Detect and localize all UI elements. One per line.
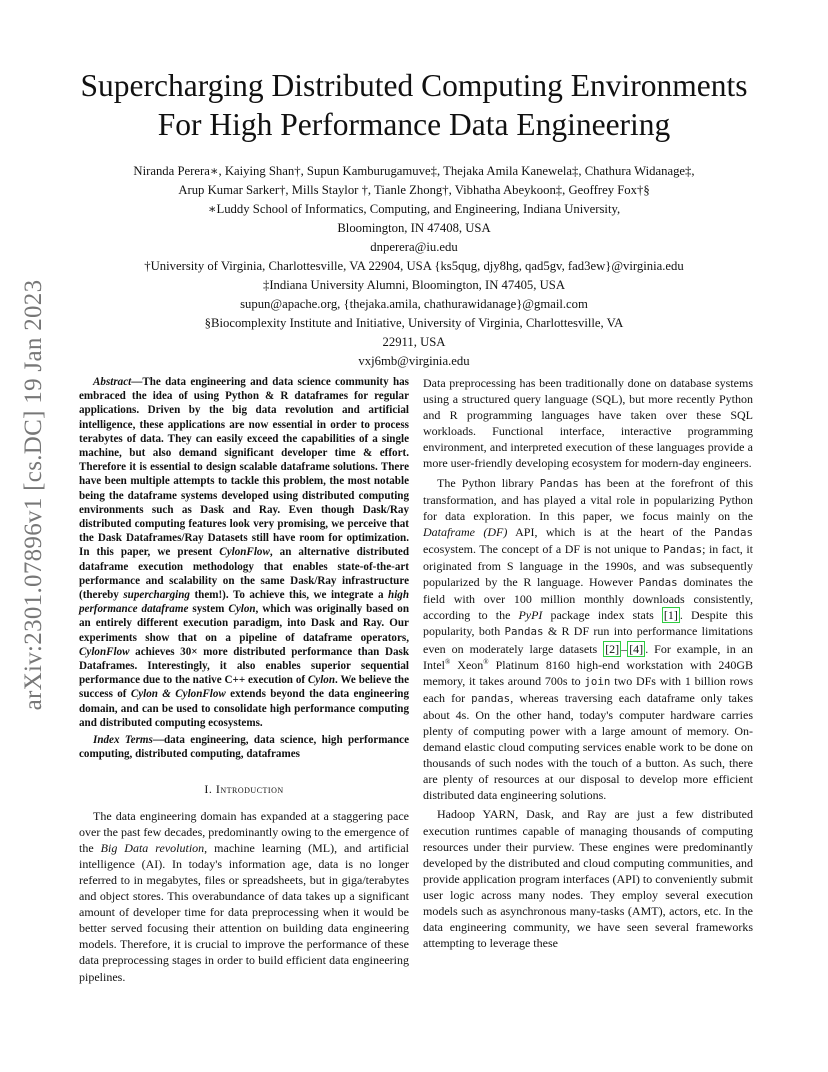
- abstract-paragraph: Abstract—The data engineering and data science community has embraced the idea of using Python & R dataframes for regular applications. Driven by the big data revolution and artificial intelligence, these applications are now essential in order to process terabytes of data. They can easily exceed the capabilities of a single machine, but also demand significant developer time & effort. Therefore it is essential to design scalable dataframe solutions. There have been multiple attempts to tackle this problem, the most notable being the dataframe systems developed using distributed computing environments such as Dask and Ray. Even though Dask/Ray distributed computing features look very promising, we perceive that the Dask Dataframes/Ray Datasets still have room for optimization. In this paper, we present CylonFlow, an alternative distributed dataframe execution methodology that enables state-of-the-art performance and scalability on the same Dask/Ray infrastructure (thereby supercharging them!). To achieve this, we integrate a high performance dataframe system Cylon, which was originally based on an entirely different execution paradigm, into Dask and Ray. Our experiments show that on a pipeline of dataframe operators, CylonFlow achieves 30× more distributed performance than Dask Dataframes. Interestingly, it also enables superior sequential performance due to the native C++ execution of Cylon. We believe the success of Cylon & CylonFlow extends beyond the data engineering domain, and can be used to consolidate high performance computing and distributed computing ecosystems.: [79, 376, 410, 729]
- citation-link[interactable]: [2]: [605, 641, 620, 656]
- affiliation-line: †University of Virginia, Charlottesville, VA 22904, USA {ks5qug, djy8hg, qad5gv, fad3ew}@virginia.edu: [144, 259, 684, 273]
- code-term: pandas: [471, 691, 511, 705]
- paper-title: [40, 66, 788, 144]
- author-line-1: Niranda Perera∗, Kaiying Shan†, Supun Kamburugamuve‡, Thejaka Amila Kanewela‡, Chathura Widanage‡,: [133, 164, 695, 178]
- arxiv-side-identifier: [14, 279, 54, 711]
- index-terms-paragraph: Index Terms—data engineering, data science, high performance computing, distributed computing, dataframes: [79, 734, 409, 761]
- affiliation-line: 22911, USA: [382, 335, 446, 349]
- section-heading-introduction: I. Introduction: [204, 782, 284, 797]
- code-term: Pandas: [504, 625, 544, 639]
- body-paragraph: Data preprocessing has been traditionally done on database systems using a structured query language (SQL), but more recently Python and R programming languages have taken over these SQL workloads. Functional interface, interactive programming environment, and interpreted execution of these languages provide a more user-friendly developing ecosystem for modern-day engineers.: [423, 376, 753, 471]
- title-line-1: Supercharging Distributed Computing Environments: [80, 68, 748, 103]
- affiliation-line: ‡Indiana University Alumni, Bloomington, IN 47405, USA: [262, 278, 566, 292]
- body-paragraph: The Python library Pandas has been at the forefront of this transformation, and has played a vital role in popularizing Python for data exploration. In this paper, we focus mainly on the Dataframe (DF) API, which is at the heart of the Pandas ecosystem. The concept of a DF is not unique to Pandas; in fact, it originated from S language in the 1990s, and was subsequently popularized by the R language. However Pandas dominates the field with over 100 million monthly downloads consistently, according to the PyPI package index stats [1] . Despite this popularity, both Pandas & R DF run into performance limitations even on moderately large datasets [2] – [4] . For example, in an Intel® Xeon® Platinum 8160 high-end workstation with 240GB memory, it takes around 700s to join two DFs with 1 billion rows each for pandas, whereas traversing each dataframe only takes about 4s. On the other hand, today's computer hardware carries plenty of computing power with a large amount of memory. On-demand elastic cloud computing services enable work to be done on thousands of such nodes with the touch of a button. As such, there are plenty of resources at our disposal to develop more efficient distributed data engineering solutions.: [423, 475, 754, 803]
- affiliation-line: §Biocomplexity Institute and Initiative, University of Virginia, Charlottesville, VA: [204, 316, 624, 330]
- code-term: Pandas: [638, 576, 678, 590]
- citation-link[interactable]: [4]: [629, 641, 644, 656]
- code-term: Pandas: [713, 525, 753, 539]
- citation-link[interactable]: [1]: [663, 608, 678, 623]
- arxiv-identifier-text: arXiv:2301.07896v1 [cs.DC] 19 Jan 2023: [20, 279, 47, 711]
- code-term: join: [584, 674, 611, 688]
- title-line-2: For High Performance Data Engineering: [157, 107, 671, 142]
- affiliation-line: Bloomington, IN 47408, USA: [337, 221, 491, 235]
- code-term: Pandas: [663, 542, 703, 556]
- affiliation-email: supun@apache.org, {thejaka.amila, chathurawidanage}@gmail.com: [240, 297, 588, 311]
- code-term: Pandas: [539, 476, 579, 490]
- author-line-2: Arup Kumar Sarker†, Mills Staylor †, Tianle Zhong†, Vibhatha Abeykoon‡, Geoffrey Fox†§: [178, 183, 650, 197]
- right-column: [423, 375, 753, 951]
- affiliation-line: ∗Luddy School of Informatics, Computing, and Engineering, Indiana University,: [207, 202, 621, 216]
- index-terms-heading: Index Terms: [93, 734, 153, 747]
- affiliation-email: vxj6mb@virginia.edu: [358, 354, 470, 368]
- left-column: [79, 375, 409, 985]
- intro-paragraph: The data engineering domain has expanded at a staggering pace over the past few decades, predominantly owing to the emergence of the Big Data revolution, machine learning (ML), and artificial intelligence (AI). In today's information age, data is no longer referred to in megabytes, files or spreadsheets, but in giga/terabytes and object stores. This overabundance of data takes up a significant amount of developer time for data preprocessing when it would be better served focusing their attention on building data engineering models. Therefore, it is crucial to improve the performance of these data preprocessing stages in order to build efficient data engineering pipelines.: [79, 808, 410, 984]
- affiliation-email: dnperera@iu.edu: [370, 240, 458, 254]
- abstract-heading: Abstract: [93, 376, 132, 388]
- body-paragraph: Hadoop YARN, Dask, and Ray are just a few distributed execution runtimes capable of managing thousands of computing resources under their purview. These engines were predominantly developed by the distributed and cloud computing communities, and provide application program interfaces (API) to conveniently submit user logic across many nodes. They employ several execution models such as asynchronous many-tasks (AMT), actors, etc. In the data engineering community, we have seen several frameworks attempting to leverage these: [423, 807, 753, 951]
- author-block: [60, 162, 768, 371]
